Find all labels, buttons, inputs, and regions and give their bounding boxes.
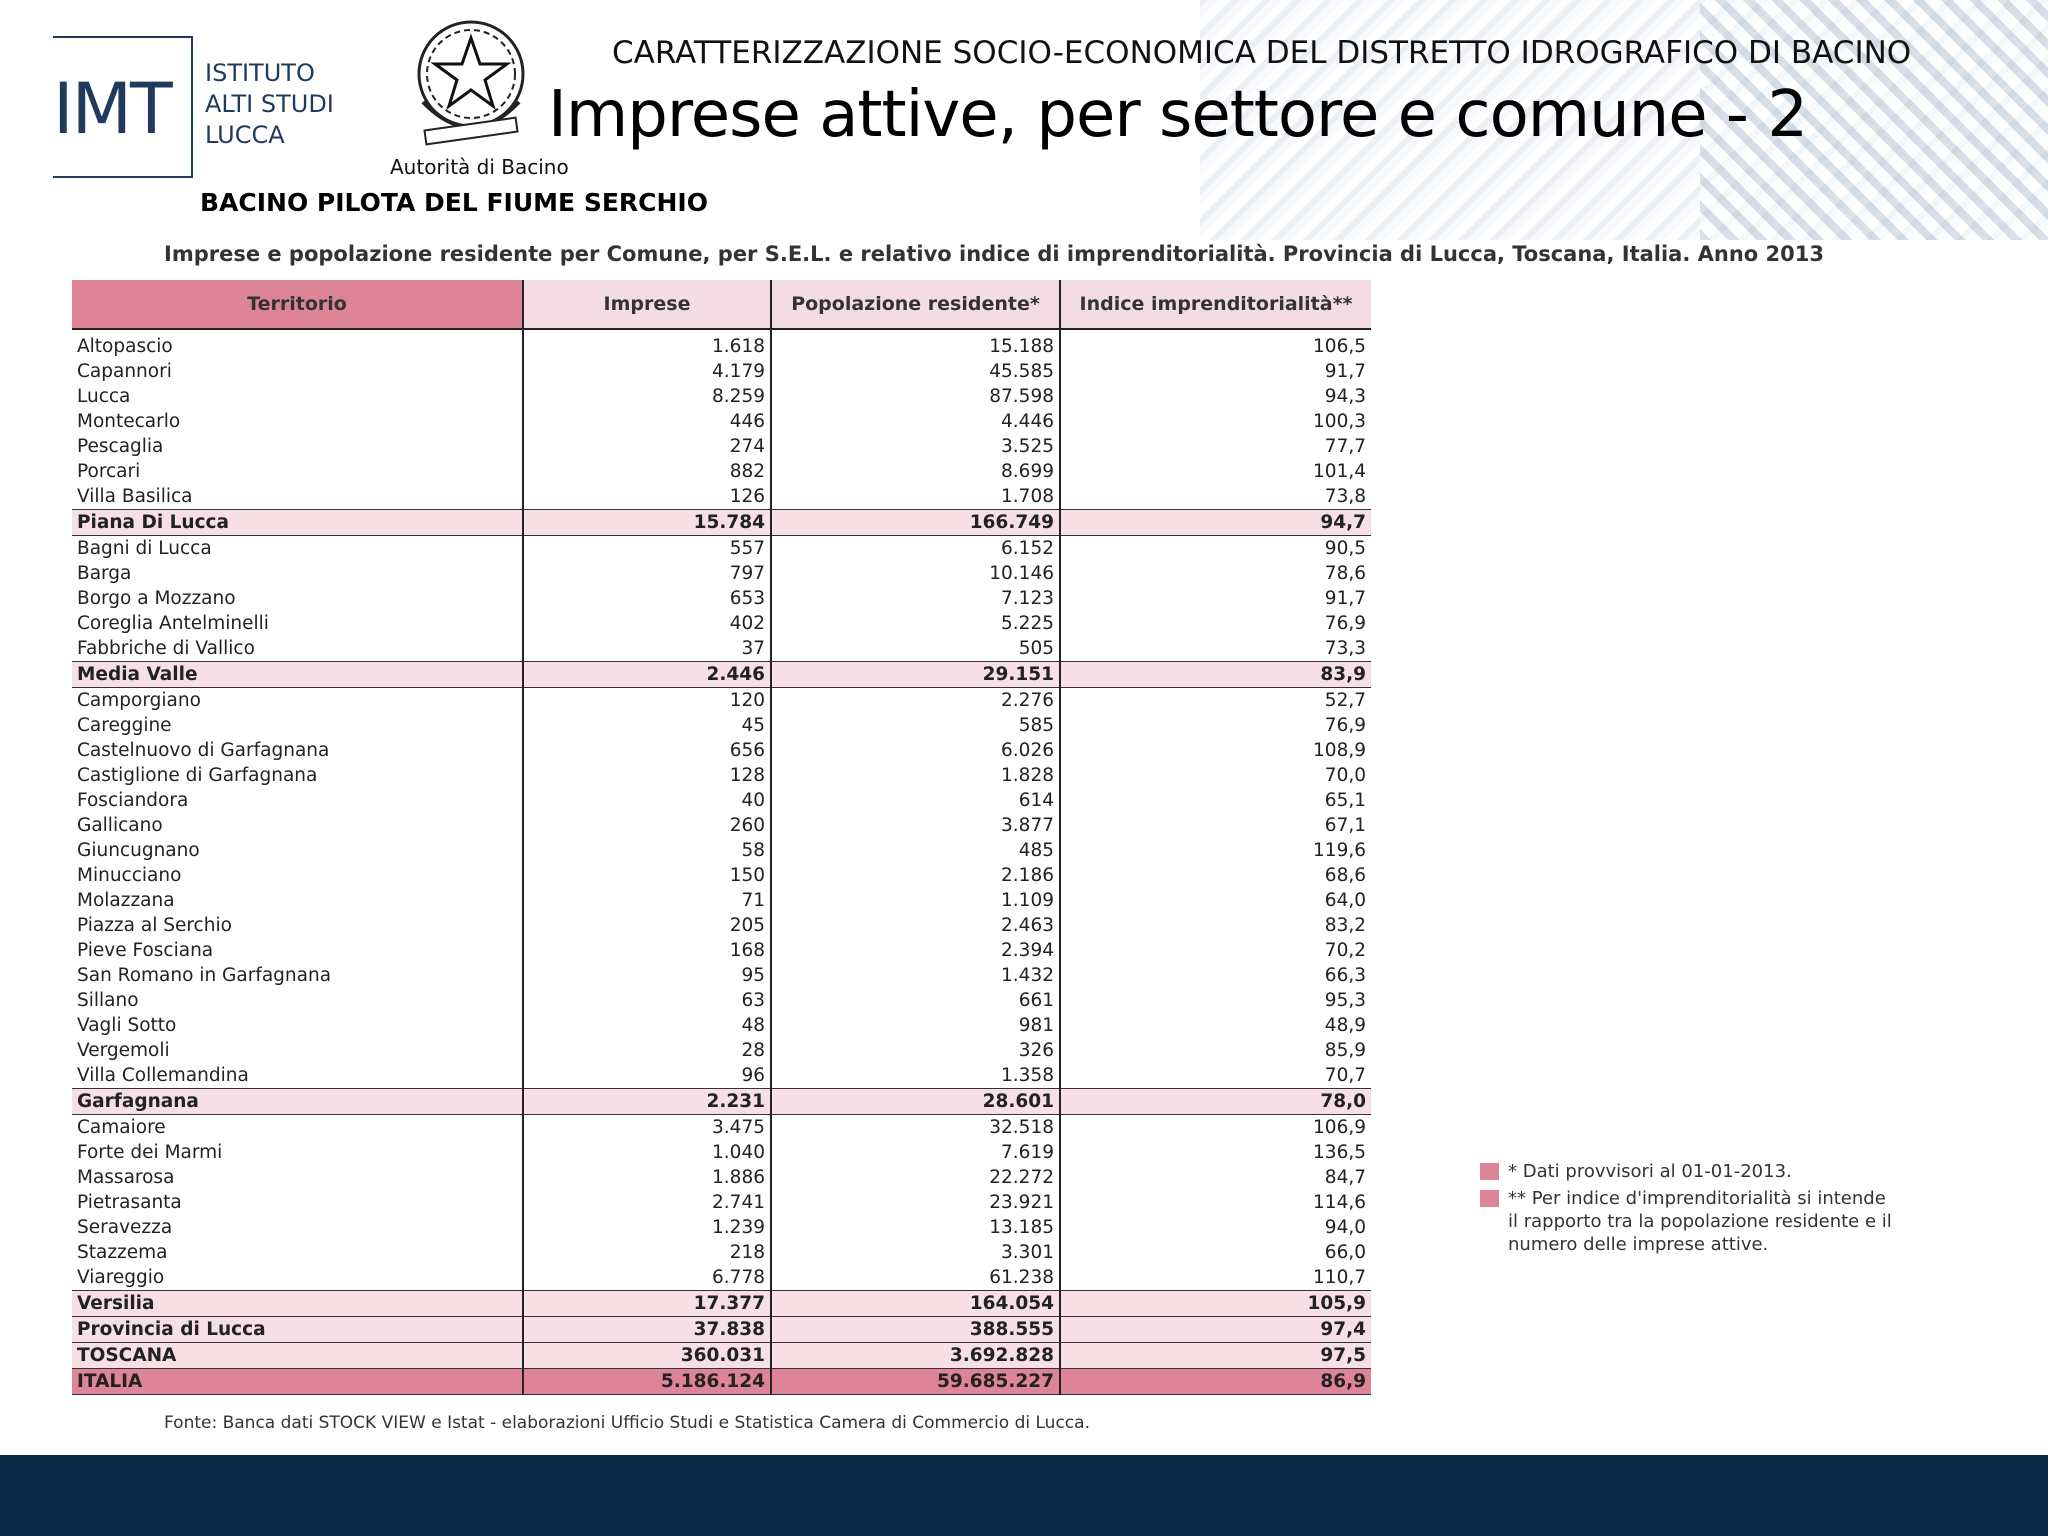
- footnote: [1480, 1187, 1892, 1256]
- territorio-cell: Provincia di Lucca: [72, 1317, 523, 1343]
- territorio-cell: Viareggio: [72, 1265, 523, 1291]
- table-row: [72, 988, 1371, 1013]
- indice-cell: 76,9: [1324, 715, 1366, 736]
- territorio-cell: Bagni di Lucca: [72, 536, 523, 562]
- imprese-cell: 45: [523, 713, 771, 738]
- imprese-cell: 218: [523, 1240, 771, 1265]
- indice-cell: 94,7: [1060, 510, 1371, 536]
- territorio-cell: Camaiore: [72, 1115, 523, 1141]
- indice-cell: 86,9: [1060, 1369, 1371, 1395]
- territorio-cell: Sillano: [72, 988, 523, 1013]
- imprese-cell: 205: [523, 913, 771, 938]
- imprese-cell: 797: [523, 561, 771, 586]
- footnote-line: ** Per indice d'imprenditorialità si intende: [1508, 1188, 1886, 1209]
- column-header-imprese: Imprese: [523, 280, 771, 329]
- popolazione-cell: 22.272: [771, 1165, 1060, 1190]
- indice-cell: 84,7: [1324, 1167, 1366, 1188]
- table-row: [72, 713, 1371, 738]
- territorio-cell: Gallicano: [72, 813, 523, 838]
- indice-cell: 68,6: [1324, 865, 1366, 886]
- imprese-cell: 4.179: [523, 359, 771, 384]
- subtotal-row: [72, 1343, 1371, 1369]
- popolazione-cell: 2.186: [771, 863, 1060, 888]
- table-row: [72, 586, 1371, 611]
- territorio-cell: Piazza al Serchio: [72, 913, 523, 938]
- table-row: [72, 1115, 1371, 1141]
- territorio-cell: Seravezza: [72, 1215, 523, 1240]
- imprese-cell: 15.784: [523, 510, 771, 536]
- popolazione-cell: 1.109: [771, 888, 1060, 913]
- territorio-cell: Castelnuovo di Garfagnana: [72, 738, 523, 763]
- indice-cell: 101,4: [1313, 461, 1366, 482]
- indice-cell: 78,0: [1060, 1089, 1371, 1115]
- footnote-marker: [1480, 1163, 1499, 1180]
- table-row: [72, 788, 1371, 813]
- table-row: [72, 1215, 1371, 1240]
- indice-cell: 52,7: [1324, 690, 1366, 711]
- imprese-cell: 1.239: [523, 1215, 771, 1240]
- table-row: [72, 459, 1371, 484]
- indice-cell: 76,9: [1324, 613, 1366, 634]
- imt-logo: [53, 36, 193, 178]
- territorio-cell: Montecarlo: [72, 409, 523, 434]
- territorio-cell: Garfagnana: [72, 1089, 523, 1115]
- popolazione-cell: 3.525: [771, 434, 1060, 459]
- table-caption: Imprese e popolazione residente per Comune, per S.E.L. e relativo indice di imprenditorialità. Provincia di Lucca, Toscana, Italia. Anno 2013: [164, 242, 1824, 266]
- indice-cell: 106,9: [1313, 1117, 1366, 1138]
- imprese-cell: 17.377: [523, 1291, 771, 1317]
- popolazione-cell: 661: [771, 988, 1060, 1013]
- popolazione-cell: 2.394: [771, 938, 1060, 963]
- popolazione-cell: 164.054: [771, 1291, 1060, 1317]
- territorio-cell: Molazzana: [72, 888, 523, 913]
- territorio-cell: Castiglione di Garfagnana: [72, 763, 523, 788]
- indice-cell: 64,0: [1324, 890, 1366, 911]
- imprese-cell: 2.741: [523, 1190, 771, 1215]
- imprese-cell: 126: [523, 484, 771, 510]
- indice-cell: 114,6: [1313, 1192, 1366, 1213]
- basin-label: BACINO PILOTA DEL FIUME SERCHIO: [200, 188, 708, 217]
- popolazione-cell: 7.619: [771, 1140, 1060, 1165]
- table-row: [72, 484, 1371, 510]
- footer-bar: [0, 1455, 2048, 1536]
- page-title: Imprese attive, per settore e comune - 2: [548, 78, 1808, 152]
- footnote: [1480, 1160, 1892, 1183]
- popolazione-cell: 87.598: [771, 384, 1060, 409]
- subtotal-row: [72, 1317, 1371, 1343]
- imprese-cell: 71: [523, 888, 771, 913]
- territorio-cell: Porcari: [72, 459, 523, 484]
- indice-cell: 77,7: [1324, 436, 1366, 457]
- imprese-cell: 63: [523, 988, 771, 1013]
- imprese-cell: 446: [523, 409, 771, 434]
- imt-logo-text: IMT: [53, 68, 171, 150]
- table-row: [72, 1240, 1371, 1265]
- popolazione-cell: 505: [771, 636, 1060, 662]
- territorio-cell: San Romano in Garfagnana: [72, 963, 523, 988]
- indice-cell: 110,7: [1313, 1267, 1366, 1288]
- table-row: [72, 434, 1371, 459]
- imprese-cell: 653: [523, 586, 771, 611]
- indice-cell: 100,3: [1313, 411, 1366, 432]
- popolazione-cell: 5.225: [771, 611, 1060, 636]
- indice-cell: 97,5: [1060, 1343, 1371, 1369]
- imprese-cell: 95: [523, 963, 771, 988]
- indice-cell: 91,7: [1324, 361, 1366, 382]
- territorio-cell: Fabbriche di Vallico: [72, 636, 523, 662]
- indice-cell: 66,0: [1324, 1242, 1366, 1263]
- imt-logo-caption: [205, 58, 334, 151]
- popolazione-cell: 388.555: [771, 1317, 1060, 1343]
- popolazione-cell: 1.358: [771, 1063, 1060, 1089]
- popolazione-cell: 7.123: [771, 586, 1060, 611]
- territorio-cell: TOSCANA: [72, 1343, 523, 1369]
- popolazione-cell: 23.921: [771, 1190, 1060, 1215]
- indice-cell: 106,5: [1313, 336, 1366, 357]
- territorio-cell: Media Valle: [72, 662, 523, 688]
- popolazione-cell: 45.585: [771, 359, 1060, 384]
- popolazione-cell: 32.518: [771, 1115, 1060, 1141]
- imprese-cell: 5.186.124: [523, 1369, 771, 1395]
- table-row: [72, 938, 1371, 963]
- popolazione-cell: 3.692.828: [771, 1343, 1060, 1369]
- popolazione-cell: 166.749: [771, 510, 1060, 536]
- indice-cell: 136,5: [1313, 1142, 1366, 1163]
- territorio-cell: Stazzema: [72, 1240, 523, 1265]
- popolazione-cell: 6.026: [771, 738, 1060, 763]
- table-row: [72, 561, 1371, 586]
- popolazione-cell: 4.446: [771, 409, 1060, 434]
- column-header-territorio: Territorio: [72, 280, 523, 329]
- table-row: [72, 384, 1371, 409]
- indice-cell: 97,4: [1060, 1317, 1371, 1343]
- territorio-cell: Pieve Fosciana: [72, 938, 523, 963]
- territorio-cell: Camporgiano: [72, 688, 523, 714]
- indice-cell: 94,0: [1324, 1217, 1366, 1238]
- imprese-cell: 6.778: [523, 1265, 771, 1291]
- table-row: [72, 863, 1371, 888]
- territorio-cell: Careggine: [72, 713, 523, 738]
- table-source: Fonte: Banca dati STOCK VIEW e Istat - elaborazioni Ufficio Studi e Statistica Camera di Commercio di Lucca.: [164, 1413, 1090, 1433]
- territorio-cell: Capannori: [72, 359, 523, 384]
- territorio-cell: Versilia: [72, 1291, 523, 1317]
- imprese-cell: 1.040: [523, 1140, 771, 1165]
- territorio-cell: Piana Di Lucca: [72, 510, 523, 536]
- table-row: [72, 888, 1371, 913]
- indice-cell: 70,2: [1324, 940, 1366, 961]
- imprese-cell: 96: [523, 1063, 771, 1089]
- table-row: [72, 1265, 1371, 1291]
- territorio-cell: Vergemoli: [72, 1038, 523, 1063]
- indice-cell: 91,7: [1324, 588, 1366, 609]
- imprese-cell: 557: [523, 536, 771, 562]
- territorio-cell: Lucca: [72, 384, 523, 409]
- popolazione-cell: 3.301: [771, 1240, 1060, 1265]
- indice-cell: 70,0: [1324, 765, 1366, 786]
- table-row: [72, 611, 1371, 636]
- indice-cell: 95,3: [1324, 990, 1366, 1011]
- territorio-cell: Villa Basilica: [72, 484, 523, 510]
- territorio-cell: Minucciano: [72, 863, 523, 888]
- imprese-cell: 360.031: [523, 1343, 771, 1369]
- indice-cell: 78,6: [1324, 563, 1366, 584]
- indice-cell: 83,2: [1324, 915, 1366, 936]
- table-row: [72, 329, 1371, 359]
- italian-republic-emblem: [405, 12, 537, 152]
- imprese-cell: 128: [523, 763, 771, 788]
- imprese-cell: 2.231: [523, 1089, 771, 1115]
- imprese-cell: 8.259: [523, 384, 771, 409]
- popolazione-cell: 2.463: [771, 913, 1060, 938]
- popolazione-cell: 10.146: [771, 561, 1060, 586]
- indice-cell: 67,1: [1324, 815, 1366, 836]
- popolazione-cell: 1.828: [771, 763, 1060, 788]
- imprese-cell: 274: [523, 434, 771, 459]
- popolazione-cell: 15.188: [771, 329, 1060, 359]
- popolazione-cell: 585: [771, 713, 1060, 738]
- indice-cell: 94,3: [1324, 386, 1366, 407]
- territorio-cell: Fosciandora: [72, 788, 523, 813]
- footnote-line: il rapporto tra la popolazione residente e il: [1508, 1211, 1892, 1232]
- territorio-cell: Pescaglia: [72, 434, 523, 459]
- imt-logo-line: ALTI STUDI: [205, 90, 334, 118]
- grand-total-row: [72, 1369, 1371, 1395]
- imprese-cell: 1.618: [523, 329, 771, 359]
- imt-logo-line: ISTITUTO: [205, 59, 315, 87]
- page-subtitle: CARATTERIZZAZIONE SOCIO-ECONOMICA DEL DISTRETTO IDROGRAFICO DI BACINO: [612, 35, 1912, 71]
- indice-cell: 66,3: [1324, 965, 1366, 986]
- imprese-cell: 1.886: [523, 1165, 771, 1190]
- footnotes: [1480, 1160, 1892, 1256]
- indice-cell: 70,7: [1324, 1065, 1366, 1086]
- table-row: [72, 636, 1371, 662]
- indice-cell: 105,9: [1060, 1291, 1371, 1317]
- table-row: [72, 763, 1371, 788]
- table-row: [72, 1038, 1371, 1063]
- table-row: [72, 536, 1371, 562]
- territorio-cell: Altopascio: [72, 329, 523, 359]
- territorio-cell: Borgo a Mozzano: [72, 586, 523, 611]
- territorio-cell: Villa Collemandina: [72, 1063, 523, 1089]
- table-row: [72, 1165, 1371, 1190]
- table-row: [72, 963, 1371, 988]
- popolazione-cell: 3.877: [771, 813, 1060, 838]
- subtotal-row: [72, 1291, 1371, 1317]
- popolazione-cell: 1.708: [771, 484, 1060, 510]
- indice-cell: 85,9: [1324, 1040, 1366, 1061]
- popolazione-cell: 28.601: [771, 1089, 1060, 1115]
- popolazione-cell: 326: [771, 1038, 1060, 1063]
- table-row: [72, 409, 1371, 434]
- indice-cell: 48,9: [1324, 1015, 1366, 1036]
- indice-cell: 73,8: [1324, 486, 1366, 507]
- indice-cell: 90,5: [1324, 538, 1366, 559]
- imprese-cell: 168: [523, 938, 771, 963]
- territorio-cell: Forte dei Marmi: [72, 1140, 523, 1165]
- popolazione-cell: 59.685.227: [771, 1369, 1060, 1395]
- popolazione-cell: 981: [771, 1013, 1060, 1038]
- territorio-cell: Pietrasanta: [72, 1190, 523, 1215]
- imprese-cell: 48: [523, 1013, 771, 1038]
- imprese-cell: 120: [523, 688, 771, 714]
- footnote-line: * Dati provvisori al 01-01-2013.: [1508, 1161, 1792, 1182]
- imprese-cell: 2.446: [523, 662, 771, 688]
- table-row: [72, 1063, 1371, 1089]
- indice-cell: 73,3: [1324, 638, 1366, 659]
- footnote-marker: [1480, 1190, 1499, 1207]
- imprese-cell: 260: [523, 813, 771, 838]
- subtotal-row: [72, 1089, 1371, 1115]
- indice-cell: 108,9: [1313, 740, 1366, 761]
- imprese-cell: 3.475: [523, 1115, 771, 1141]
- popolazione-cell: 485: [771, 838, 1060, 863]
- imprese-cell: 40: [523, 788, 771, 813]
- popolazione-cell: 1.432: [771, 963, 1060, 988]
- table-body: [72, 329, 1371, 1395]
- table-header-row: [72, 280, 1371, 329]
- subtotal-row: [72, 662, 1371, 688]
- territorio-cell: Coreglia Antelminelli: [72, 611, 523, 636]
- imprese-cell: 882: [523, 459, 771, 484]
- table-row: [72, 838, 1371, 863]
- authority-label: Autorità di Bacino: [390, 155, 569, 179]
- territorio-cell: Barga: [72, 561, 523, 586]
- popolazione-cell: 6.152: [771, 536, 1060, 562]
- popolazione-cell: 8.699: [771, 459, 1060, 484]
- enterprise-table: [72, 280, 1371, 1395]
- popolazione-cell: 61.238: [771, 1265, 1060, 1291]
- popolazione-cell: 614: [771, 788, 1060, 813]
- imprese-cell: 402: [523, 611, 771, 636]
- table-row: [72, 688, 1371, 714]
- popolazione-cell: 13.185: [771, 1215, 1060, 1240]
- imprese-cell: 150: [523, 863, 771, 888]
- footnote-line: numero delle imprese attive.: [1508, 1234, 1769, 1255]
- imprese-cell: 58: [523, 838, 771, 863]
- indice-cell: 83,9: [1060, 662, 1371, 688]
- imprese-cell: 37: [523, 636, 771, 662]
- territorio-cell: Giuncugnano: [72, 838, 523, 863]
- imt-logo-line: LUCCA: [205, 121, 285, 149]
- column-header-indice: Indice imprenditorialità**: [1060, 280, 1371, 329]
- territorio-cell: ITALIA: [72, 1369, 523, 1395]
- territorio-cell: Massarosa: [72, 1165, 523, 1190]
- table-row: [72, 1190, 1371, 1215]
- table-row: [72, 1140, 1371, 1165]
- table-row: [72, 1013, 1371, 1038]
- table-row: [72, 813, 1371, 838]
- table-row: [72, 913, 1371, 938]
- imprese-cell: 656: [523, 738, 771, 763]
- popolazione-cell: 2.276: [771, 688, 1060, 714]
- territorio-cell: Vagli Sotto: [72, 1013, 523, 1038]
- subtotal-row: [72, 510, 1371, 536]
- imprese-cell: 37.838: [523, 1317, 771, 1343]
- indice-cell: 119,6: [1313, 840, 1366, 861]
- table-row: [72, 738, 1371, 763]
- popolazione-cell: 29.151: [771, 662, 1060, 688]
- column-header-popolazione: Popolazione residente*: [771, 280, 1060, 329]
- table-row: [72, 359, 1371, 384]
- imprese-cell: 28: [523, 1038, 771, 1063]
- indice-cell: 65,1: [1324, 790, 1366, 811]
